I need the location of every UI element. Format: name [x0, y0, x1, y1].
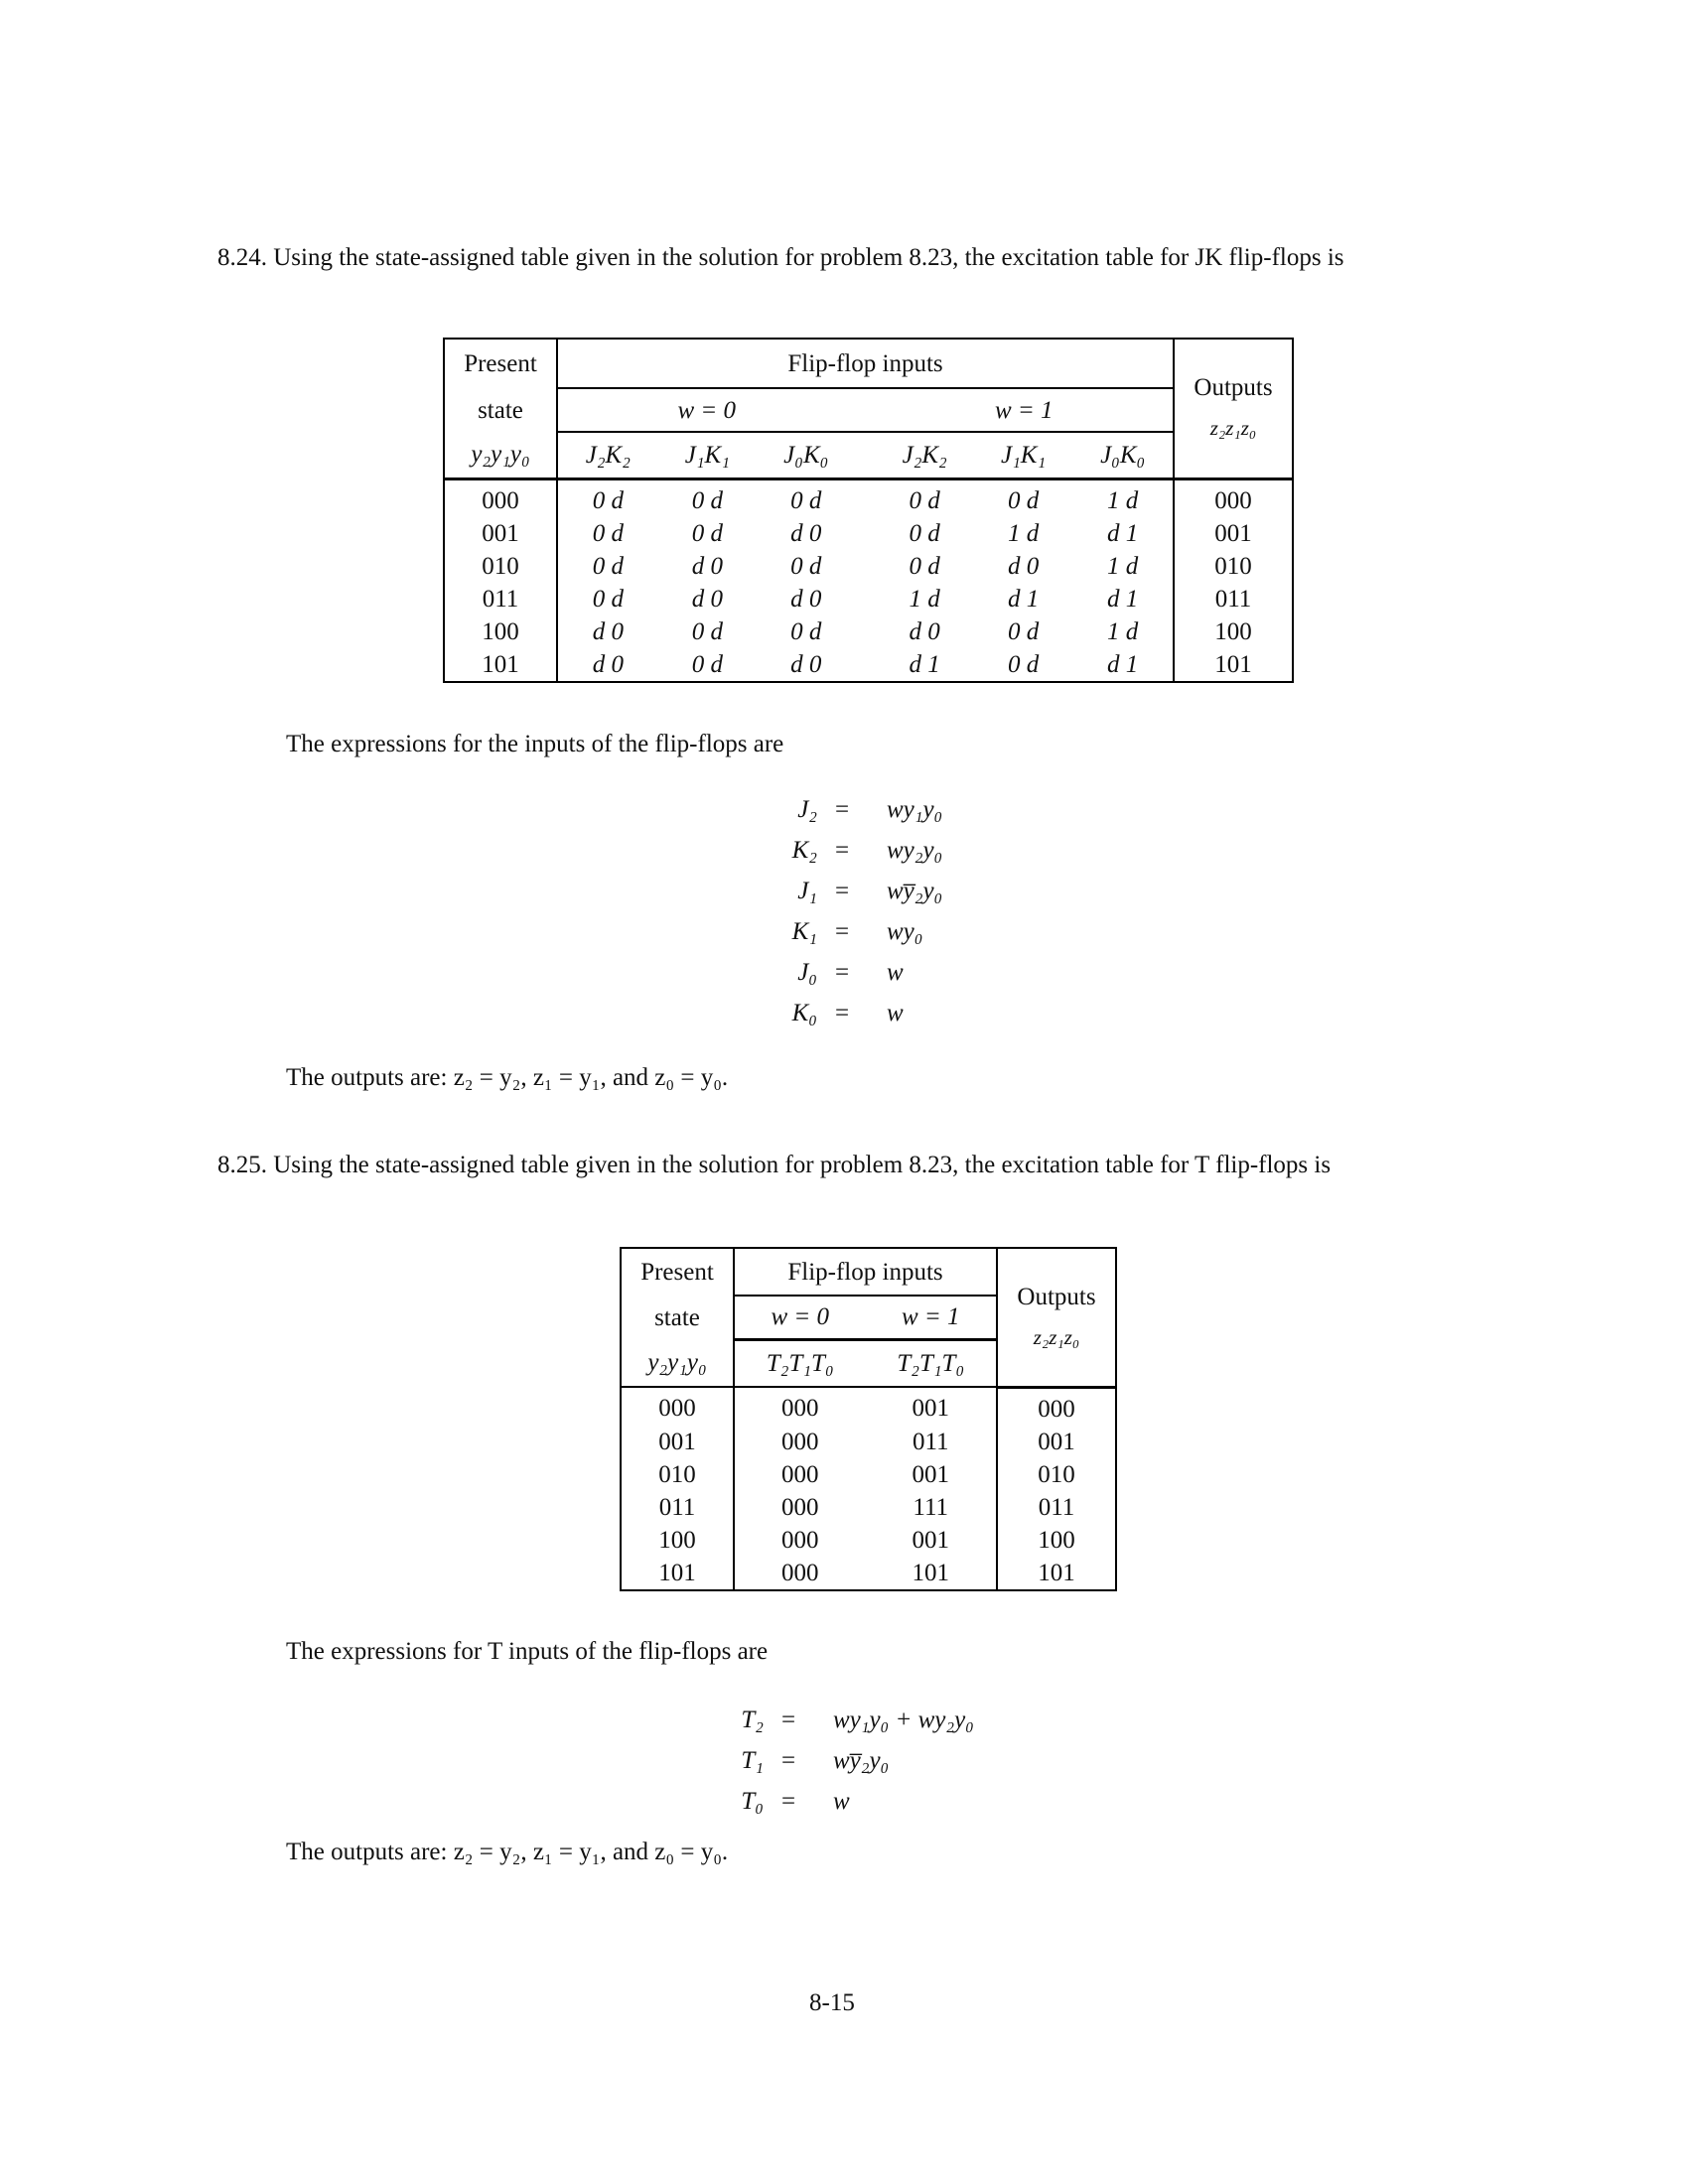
equals-sign: =	[781, 1747, 796, 1774]
header-state-vars: y₂y₁y₀	[621, 1339, 734, 1387]
table-row	[444, 550, 1293, 583]
t-expressions-intro: The expressions for T inputs of the flip-flops are	[286, 1638, 769, 1665]
input-cell: 011	[865, 1426, 997, 1458]
equals-sign: =	[835, 837, 850, 864]
output-cell: 000	[1038, 1395, 1075, 1423]
jk-outputs-line: The outputs are: z₂ = y₂, z₁ = y₁, and z₀ = y₀.	[286, 1064, 729, 1091]
problem-8-24-heading: 8.24. Using the state-assigned table given in the solution for problem 8.23, the excitation table for JK flip-flops is	[217, 244, 1344, 271]
col-j2k2-w1: J₂K₂	[875, 432, 973, 478]
equation-rhs: wy₁y₀ + wy₂y₀	[833, 1706, 974, 1733]
input-cell: 101	[865, 1557, 997, 1590]
table-row	[621, 1458, 1116, 1491]
input-cell: d 0	[691, 552, 723, 580]
input-cell: 0 d	[909, 552, 940, 580]
equals-sign: =	[835, 1000, 850, 1026]
col-j0k0-w0: J₀K₀	[757, 432, 855, 478]
col-j0k0-w1: J₀K₀	[1072, 432, 1174, 478]
input-cell: 0 d	[691, 519, 723, 547]
input-cell: 0 d	[1007, 486, 1040, 514]
input-cell: 0 d	[1007, 650, 1040, 678]
state-cell: 010	[621, 1458, 734, 1491]
equation-lhs: T₁	[741, 1747, 764, 1774]
state-cell: 000	[444, 478, 557, 517]
equation-lhs: K₂	[791, 837, 817, 864]
input-cell: 001	[865, 1387, 997, 1426]
output-cell: 011	[1038, 1493, 1075, 1521]
header-outputs	[1174, 339, 1293, 478]
equation-lhs: T₂	[741, 1706, 764, 1733]
state-cell: 001	[621, 1426, 734, 1458]
header-state: state	[621, 1296, 734, 1339]
input-cell: 1 d	[1072, 615, 1174, 648]
input-cell: 001	[865, 1458, 997, 1491]
jk-expressions-intro: The expressions for the inputs of the flip-flops are	[286, 731, 784, 757]
equation-lhs: J₁	[797, 878, 817, 904]
equals-sign: =	[835, 796, 850, 823]
input-cell: 000	[780, 1460, 819, 1488]
input-cell: d 0	[592, 617, 624, 645]
output-cell: 000	[1214, 486, 1252, 514]
state-cell: 001	[444, 517, 557, 550]
output-cell: 100	[1038, 1526, 1075, 1554]
input-cell: 0 d	[691, 650, 723, 678]
equation-lhs: T₀	[741, 1788, 764, 1815]
col-j2k2-w0: J₂K₂	[557, 432, 658, 478]
input-cell: 0 d	[592, 486, 624, 514]
input-cell: 1 d	[1072, 478, 1174, 517]
equation-rhs: wy₀	[887, 918, 923, 945]
output-cell: 100	[1214, 617, 1252, 645]
header-w1: w = 1	[865, 1296, 997, 1339]
input-cell: 001	[865, 1524, 997, 1557]
equals-sign: =	[835, 878, 850, 904]
outputs-label: Outputs	[1017, 1283, 1096, 1310]
table-row	[444, 615, 1293, 648]
equation-rhs: w	[887, 959, 904, 986]
input-cell: 0 d	[691, 486, 723, 514]
table-row	[621, 1426, 1116, 1458]
input-cell: 1 d	[1007, 519, 1040, 547]
input-cell: 0 d	[1007, 617, 1040, 645]
output-cell: 011	[1214, 585, 1252, 613]
table-row	[444, 478, 1293, 517]
table-row	[444, 583, 1293, 615]
table-row	[621, 1387, 1116, 1426]
page-number: 8-15	[809, 1989, 855, 2016]
header-flipflop-inputs: Flip-flop inputs	[557, 339, 1174, 388]
header-state-vars: y₂y₁y₀	[444, 432, 557, 478]
state-cell: 010	[444, 550, 557, 583]
input-cell: d 0	[691, 585, 723, 613]
equation-rhs: wy̅₂y₀	[887, 878, 943, 904]
t-excitation-table	[620, 1247, 1117, 1591]
input-cell: d 1	[1072, 517, 1174, 550]
input-cell: d 0	[790, 650, 822, 678]
input-cell: 000	[780, 1559, 819, 1586]
input-cell: d 1	[1072, 648, 1174, 682]
input-cell: d 1	[909, 650, 940, 678]
state-cell: 101	[621, 1557, 734, 1590]
equation-lhs: J₀	[797, 959, 817, 986]
col-j1k1-w1: J₁K₁	[974, 432, 1072, 478]
header-outputs	[997, 1248, 1116, 1387]
input-cell: d 1	[1072, 583, 1174, 615]
table-row	[621, 1491, 1116, 1524]
header-w1: w = 1	[875, 388, 1174, 432]
state-cell: 011	[621, 1491, 734, 1524]
input-cell: 0 d	[592, 552, 624, 580]
col-t-w1: T₂T₁T₀	[865, 1339, 997, 1387]
input-cell: d 0	[1007, 552, 1040, 580]
header-flipflop-inputs: Flip-flop inputs	[734, 1248, 997, 1296]
jk-excitation-table	[443, 338, 1294, 683]
input-cell: d 0	[909, 617, 940, 645]
header-w0: w = 0	[557, 388, 855, 432]
input-cell: 0 d	[592, 585, 624, 613]
input-cell: 000	[780, 1395, 819, 1423]
output-cell: 101	[1214, 650, 1252, 678]
table-row	[621, 1557, 1116, 1590]
t-outputs-line: The outputs are: z₂ = y₂, z₁ = y₁, and z₀ = y₀.	[286, 1839, 729, 1865]
input-cell: 000	[780, 1428, 819, 1455]
equation-lhs: K₀	[791, 1000, 817, 1026]
state-cell: 000	[621, 1387, 734, 1426]
equation-rhs: wy̅₂y₀	[833, 1747, 890, 1774]
equation-lhs: K₁	[791, 918, 817, 945]
col-j1k1-w0: J₁K₁	[658, 432, 757, 478]
output-vars: z₂z₁z₀	[1033, 1324, 1080, 1349]
equals-sign: =	[781, 1788, 796, 1815]
input-cell: 111	[865, 1491, 997, 1524]
equation-rhs: wy₁y₀	[887, 796, 943, 823]
equation-lhs: J₂	[797, 796, 817, 823]
state-cell: 100	[621, 1524, 734, 1557]
output-cell: 010	[1038, 1460, 1075, 1488]
equation-rhs: wy₂y₀	[887, 837, 943, 864]
header-present: Present	[621, 1248, 734, 1296]
table-row	[444, 648, 1293, 682]
equals-sign: =	[835, 918, 850, 945]
table-row	[444, 517, 1293, 550]
table-row	[621, 1524, 1116, 1557]
input-cell: 0 d	[790, 486, 822, 514]
equation-rhs: w	[833, 1788, 850, 1815]
input-cell: d 0	[592, 650, 624, 678]
equation-rhs: w	[887, 1000, 904, 1026]
state-cell: 101	[444, 648, 557, 682]
output-vars: z₂z₁z₀	[1209, 416, 1257, 441]
header-w0: w = 0	[734, 1296, 865, 1339]
input-cell: 0 d	[691, 617, 723, 645]
input-cell: 1 d	[1072, 550, 1174, 583]
header-present: Present	[444, 339, 557, 388]
output-cell: 101	[1038, 1559, 1075, 1586]
input-cell: 0 d	[909, 486, 940, 514]
state-cell: 011	[444, 583, 557, 615]
input-cell: d 0	[790, 519, 822, 547]
header-state: state	[444, 388, 557, 432]
output-cell: 001	[1214, 519, 1252, 547]
col-t-w0: T₂T₁T₀	[734, 1339, 865, 1387]
output-cell: 010	[1214, 552, 1252, 580]
state-cell: 100	[444, 615, 557, 648]
equals-sign: =	[835, 959, 850, 986]
input-cell: d 0	[790, 585, 822, 613]
input-cell: 0 d	[592, 519, 624, 547]
outputs-label: Outputs	[1194, 374, 1273, 402]
input-cell: 0 d	[790, 617, 822, 645]
input-cell: 1 d	[909, 585, 940, 613]
problem-8-25-heading: 8.25. Using the state-assigned table given in the solution for problem 8.23, the excitation table for T flip-flops is	[217, 1152, 1332, 1178]
input-cell: 0 d	[909, 519, 940, 547]
equals-sign: =	[781, 1706, 796, 1733]
input-cell: 000	[780, 1493, 819, 1521]
input-cell: 000	[780, 1526, 819, 1554]
input-cell: d 1	[1007, 585, 1040, 613]
output-cell: 001	[1038, 1428, 1075, 1455]
input-cell: 0 d	[790, 552, 822, 580]
